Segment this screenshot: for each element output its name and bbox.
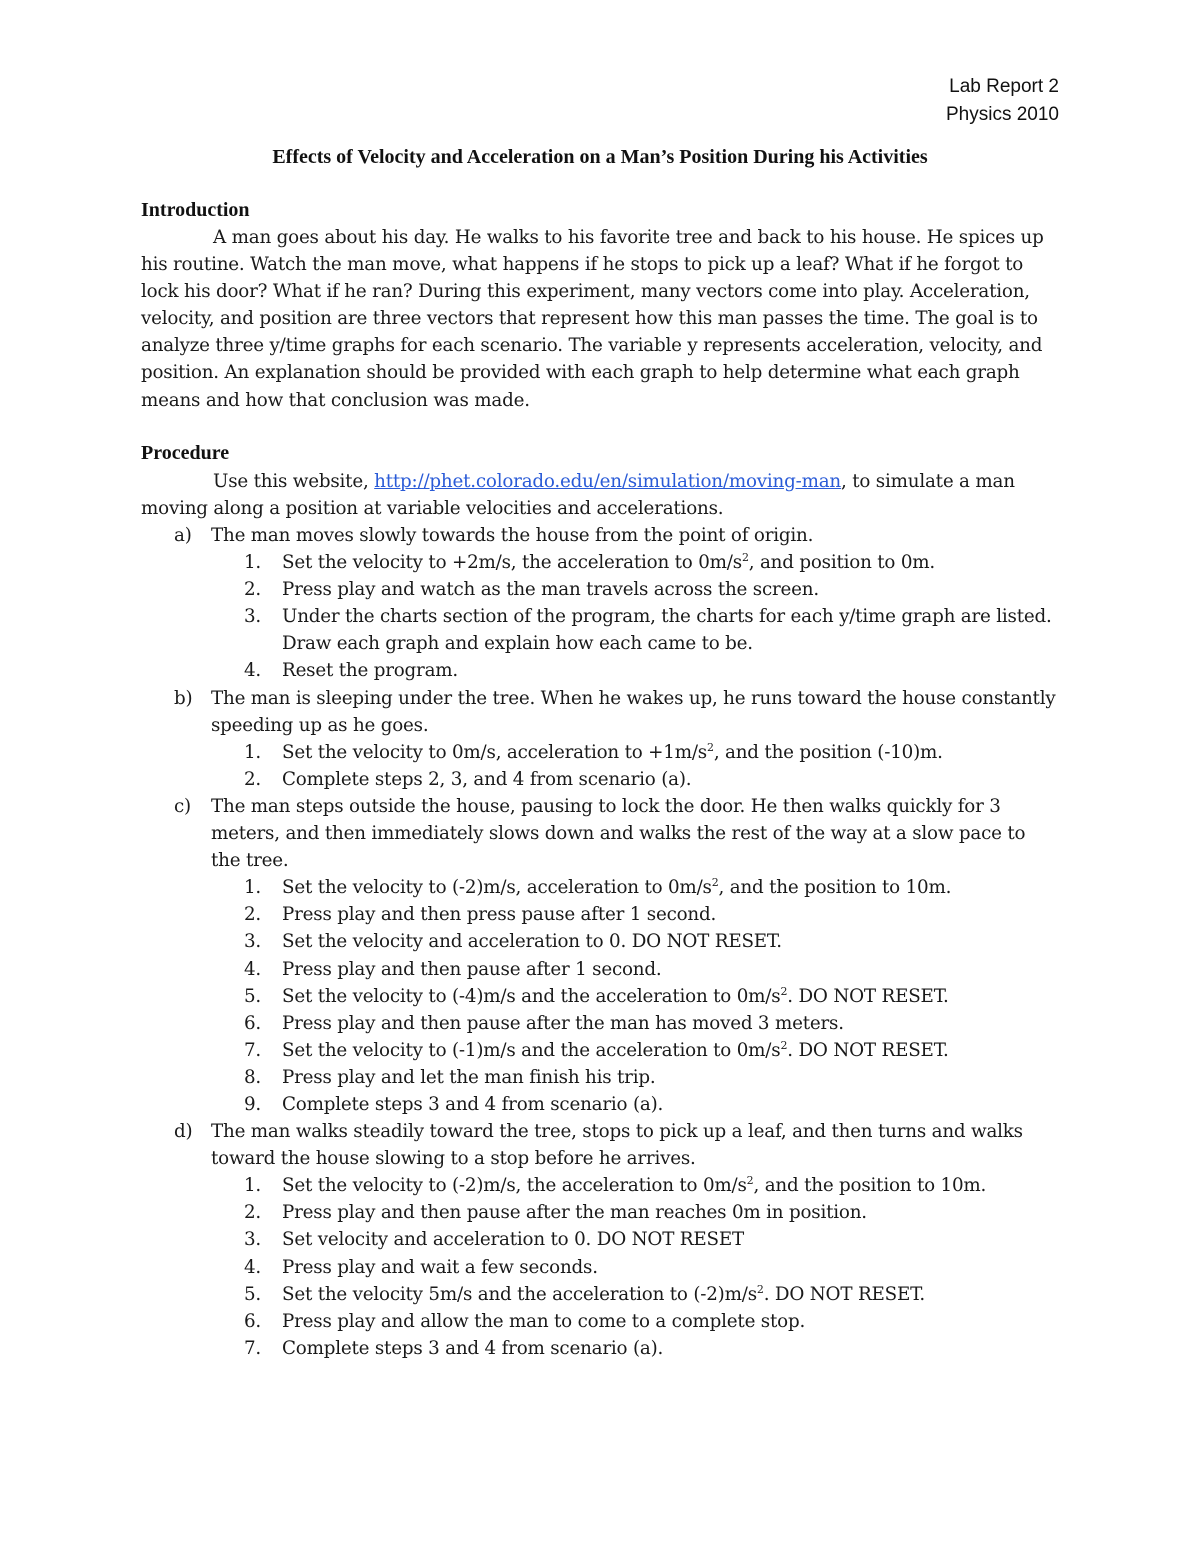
procedure-intro-before: Use this website, xyxy=(213,471,375,492)
list-item xyxy=(141,739,1059,766)
step-number: 7. xyxy=(243,1039,261,1061)
scenario-c xyxy=(141,793,1059,874)
superscript: 2 xyxy=(780,1038,788,1052)
procedure-list xyxy=(141,522,1059,1362)
list-item xyxy=(141,901,1059,928)
step-text xyxy=(282,549,1059,576)
scenario-d xyxy=(141,1118,1059,1172)
step-text xyxy=(282,1172,1059,1199)
step-number: 1. xyxy=(243,741,261,763)
scenario-text: The man is sleeping under the tree. When he wakes up, he runs toward the house constantly speeding up as he goes. xyxy=(211,687,1056,736)
step-text-part: Set the velocity to (-2)m/s, acceleration to 0m/s xyxy=(282,877,712,899)
step-text xyxy=(282,983,1059,1010)
document-title: Effects of Velocity and Acceleration on a Man’s Position During his Activities xyxy=(272,146,928,168)
list-item xyxy=(141,1335,1059,1362)
step-text-part: Set the velocity to (-2)m/s, the acceleration to 0m/s xyxy=(282,1175,747,1197)
superscript: 2 xyxy=(707,740,714,754)
step-text-part: . DO NOT RESET. xyxy=(787,985,949,1007)
procedure-heading: Procedure xyxy=(141,442,230,464)
step-number: 1. xyxy=(243,1175,261,1197)
step-text: Press play and then pause after the man reaches 0m in position. xyxy=(282,1202,867,1224)
list-item xyxy=(141,1281,1059,1308)
step-number: 2. xyxy=(243,1202,261,1224)
header-course-label: Physics 2010 xyxy=(945,104,1059,125)
step-number: 5. xyxy=(243,985,261,1007)
step-text: Press play and watch as the man travels across the screen. xyxy=(282,579,819,601)
list-item xyxy=(141,766,1059,793)
step-number: 1. xyxy=(243,877,261,899)
step-number: 3. xyxy=(243,931,261,953)
list-item xyxy=(141,576,1059,603)
step-text-part: Set the velocity to (-1)m/s and the acceleration to 0m/s xyxy=(282,1039,781,1061)
step-text-part: . DO NOT RESET. xyxy=(763,1283,926,1305)
step-text xyxy=(282,739,1059,766)
step-text: Press play and then pause after the man has moved 3 meters. xyxy=(282,1012,844,1034)
step-text: Complete steps 3 and 4 from scenario (a). xyxy=(282,1337,664,1359)
list-item xyxy=(141,603,1059,657)
scenario-b xyxy=(141,685,1059,739)
step-text-part: , and the position to 10m. xyxy=(718,877,952,899)
list-item xyxy=(141,1308,1059,1335)
superscript: 2 xyxy=(746,1174,754,1188)
step-number: 4. xyxy=(243,660,261,682)
superscript: 2 xyxy=(711,876,719,890)
header-report-label: Lab Report 2 xyxy=(949,76,1059,97)
scenario-text: The man walks steadily toward the tree, stops to pick up a leaf, and then turns and walks toward the house slowing to a stop before he arrives. xyxy=(211,1121,1023,1170)
introduction-heading: Introduction xyxy=(141,199,250,221)
step-number: 2. xyxy=(243,904,261,926)
header-block xyxy=(946,73,1059,129)
list-item xyxy=(141,1064,1059,1091)
step-number: 4. xyxy=(243,958,261,980)
superscript: 2 xyxy=(741,551,749,564)
introduction-text: A man goes about his day. He walks to his favorite tree and back to his house. He spices up his routine. Watch the man move, what happens if he stops to pick up a leaf? What if he forgot to lock his door? What if he ran? During this experiment, many vectors come into play. Acceleration, velocity, and position are three vectors that represent how this man passes the time. The goal is to analyze three y/time graphs for each scenario. The variable y represents acceleration, velocity, and position. An explanation should be provided with each graph to help determine what each graph means and how that conclusion was made. xyxy=(141,227,1044,411)
step-number: 4. xyxy=(243,1256,261,1278)
introduction-paragraph xyxy=(141,224,1059,414)
list-item xyxy=(141,1010,1059,1037)
step-number: 1. xyxy=(243,552,261,574)
list-item xyxy=(141,1226,1059,1253)
list-item xyxy=(141,1091,1059,1118)
step-number: 2. xyxy=(243,768,261,790)
step-text-part: . DO NOT RESET. xyxy=(787,1039,949,1061)
list-item xyxy=(141,1172,1059,1199)
step-number: 9. xyxy=(243,1093,261,1115)
step-text-part: Set the velocity 5m/s and the acceleration to (-2)m/s xyxy=(282,1283,757,1305)
step-number: 3. xyxy=(243,1229,261,1251)
list-item xyxy=(141,1199,1059,1226)
procedure-intro-after: , to simulate a man moving along a position at variable velocities and accelerations. xyxy=(141,471,1015,520)
list-item xyxy=(141,1254,1059,1281)
step-text-part: , and the position (-10)m. xyxy=(713,741,943,763)
step-text-part: , and the position to 10m. xyxy=(753,1175,987,1197)
step-number: 6. xyxy=(243,1012,261,1034)
list-item xyxy=(141,549,1059,576)
step-text-part: Set the velocity to 0m/s, acceleration to +1m/s xyxy=(282,741,707,763)
step-text: Reset the program. xyxy=(282,660,459,682)
step-number: 6. xyxy=(243,1310,261,1332)
step-text: Press play and then press pause after 1 second. xyxy=(282,904,717,926)
list-item xyxy=(141,956,1059,983)
list-item xyxy=(141,928,1059,955)
step-text xyxy=(282,874,1059,901)
step-number: 8. xyxy=(243,1066,261,1088)
step-text: Press play and wait a few seconds. xyxy=(282,1256,598,1278)
scenario-letter: a) xyxy=(174,525,192,546)
step-text-part: , and position to 0m. xyxy=(748,552,936,574)
procedure-intro xyxy=(141,468,1059,522)
step-text-part: Set the velocity to (-4)m/s and the acceleration to 0m/s xyxy=(282,985,781,1007)
step-number: 2. xyxy=(243,579,261,601)
step-text xyxy=(282,1281,1059,1308)
list-item xyxy=(141,983,1059,1010)
step-text: Press play and allow the man to come to a complete stop. xyxy=(282,1310,806,1332)
superscript: 2 xyxy=(780,984,788,998)
list-item xyxy=(141,657,1059,684)
list-item xyxy=(141,874,1059,901)
scenario-letter: b) xyxy=(174,687,193,709)
scenario-letter: c) xyxy=(174,795,191,817)
step-text: Press play and then pause after 1 second. xyxy=(282,958,662,980)
step-text xyxy=(282,1037,1059,1064)
simulation-link[interactable]: http://phet.colorado.edu/en/simulation/moving-man xyxy=(374,471,842,492)
step-number: 3. xyxy=(243,606,261,628)
step-number: 7. xyxy=(243,1337,261,1359)
step-text: Complete steps 3 and 4 from scenario (a). xyxy=(282,1093,664,1115)
scenario-a xyxy=(141,522,1059,549)
step-text: Set velocity and acceleration to 0. DO NOT RESET xyxy=(282,1229,744,1251)
superscript: 2 xyxy=(756,1282,764,1296)
list-item xyxy=(141,1037,1059,1064)
step-text-part: Set the velocity to +2m/s, the acceleration to 0m/s xyxy=(282,552,742,574)
scenario-text: The man moves slowly towards the house from the point of origin. xyxy=(211,525,814,546)
scenario-letter: d) xyxy=(174,1121,193,1143)
step-text: Press play and let the man finish his trip. xyxy=(282,1066,656,1088)
step-text: Complete steps 2, 3, and 4 from scenario (a). xyxy=(282,768,692,790)
step-text: Set the velocity and acceleration to 0. DO NOT RESET. xyxy=(282,931,782,953)
scenario-text: The man steps outside the house, pausing to lock the door. He then walks quickly for 3 meters, and then immediately slows down and walks the rest of the way at a slow pace to the tree. xyxy=(211,795,1026,872)
step-number: 5. xyxy=(243,1283,261,1305)
step-text: Under the charts section of the program, the charts for each y/time graph are listed. Draw each graph and explain how each came to be. xyxy=(282,606,1052,655)
